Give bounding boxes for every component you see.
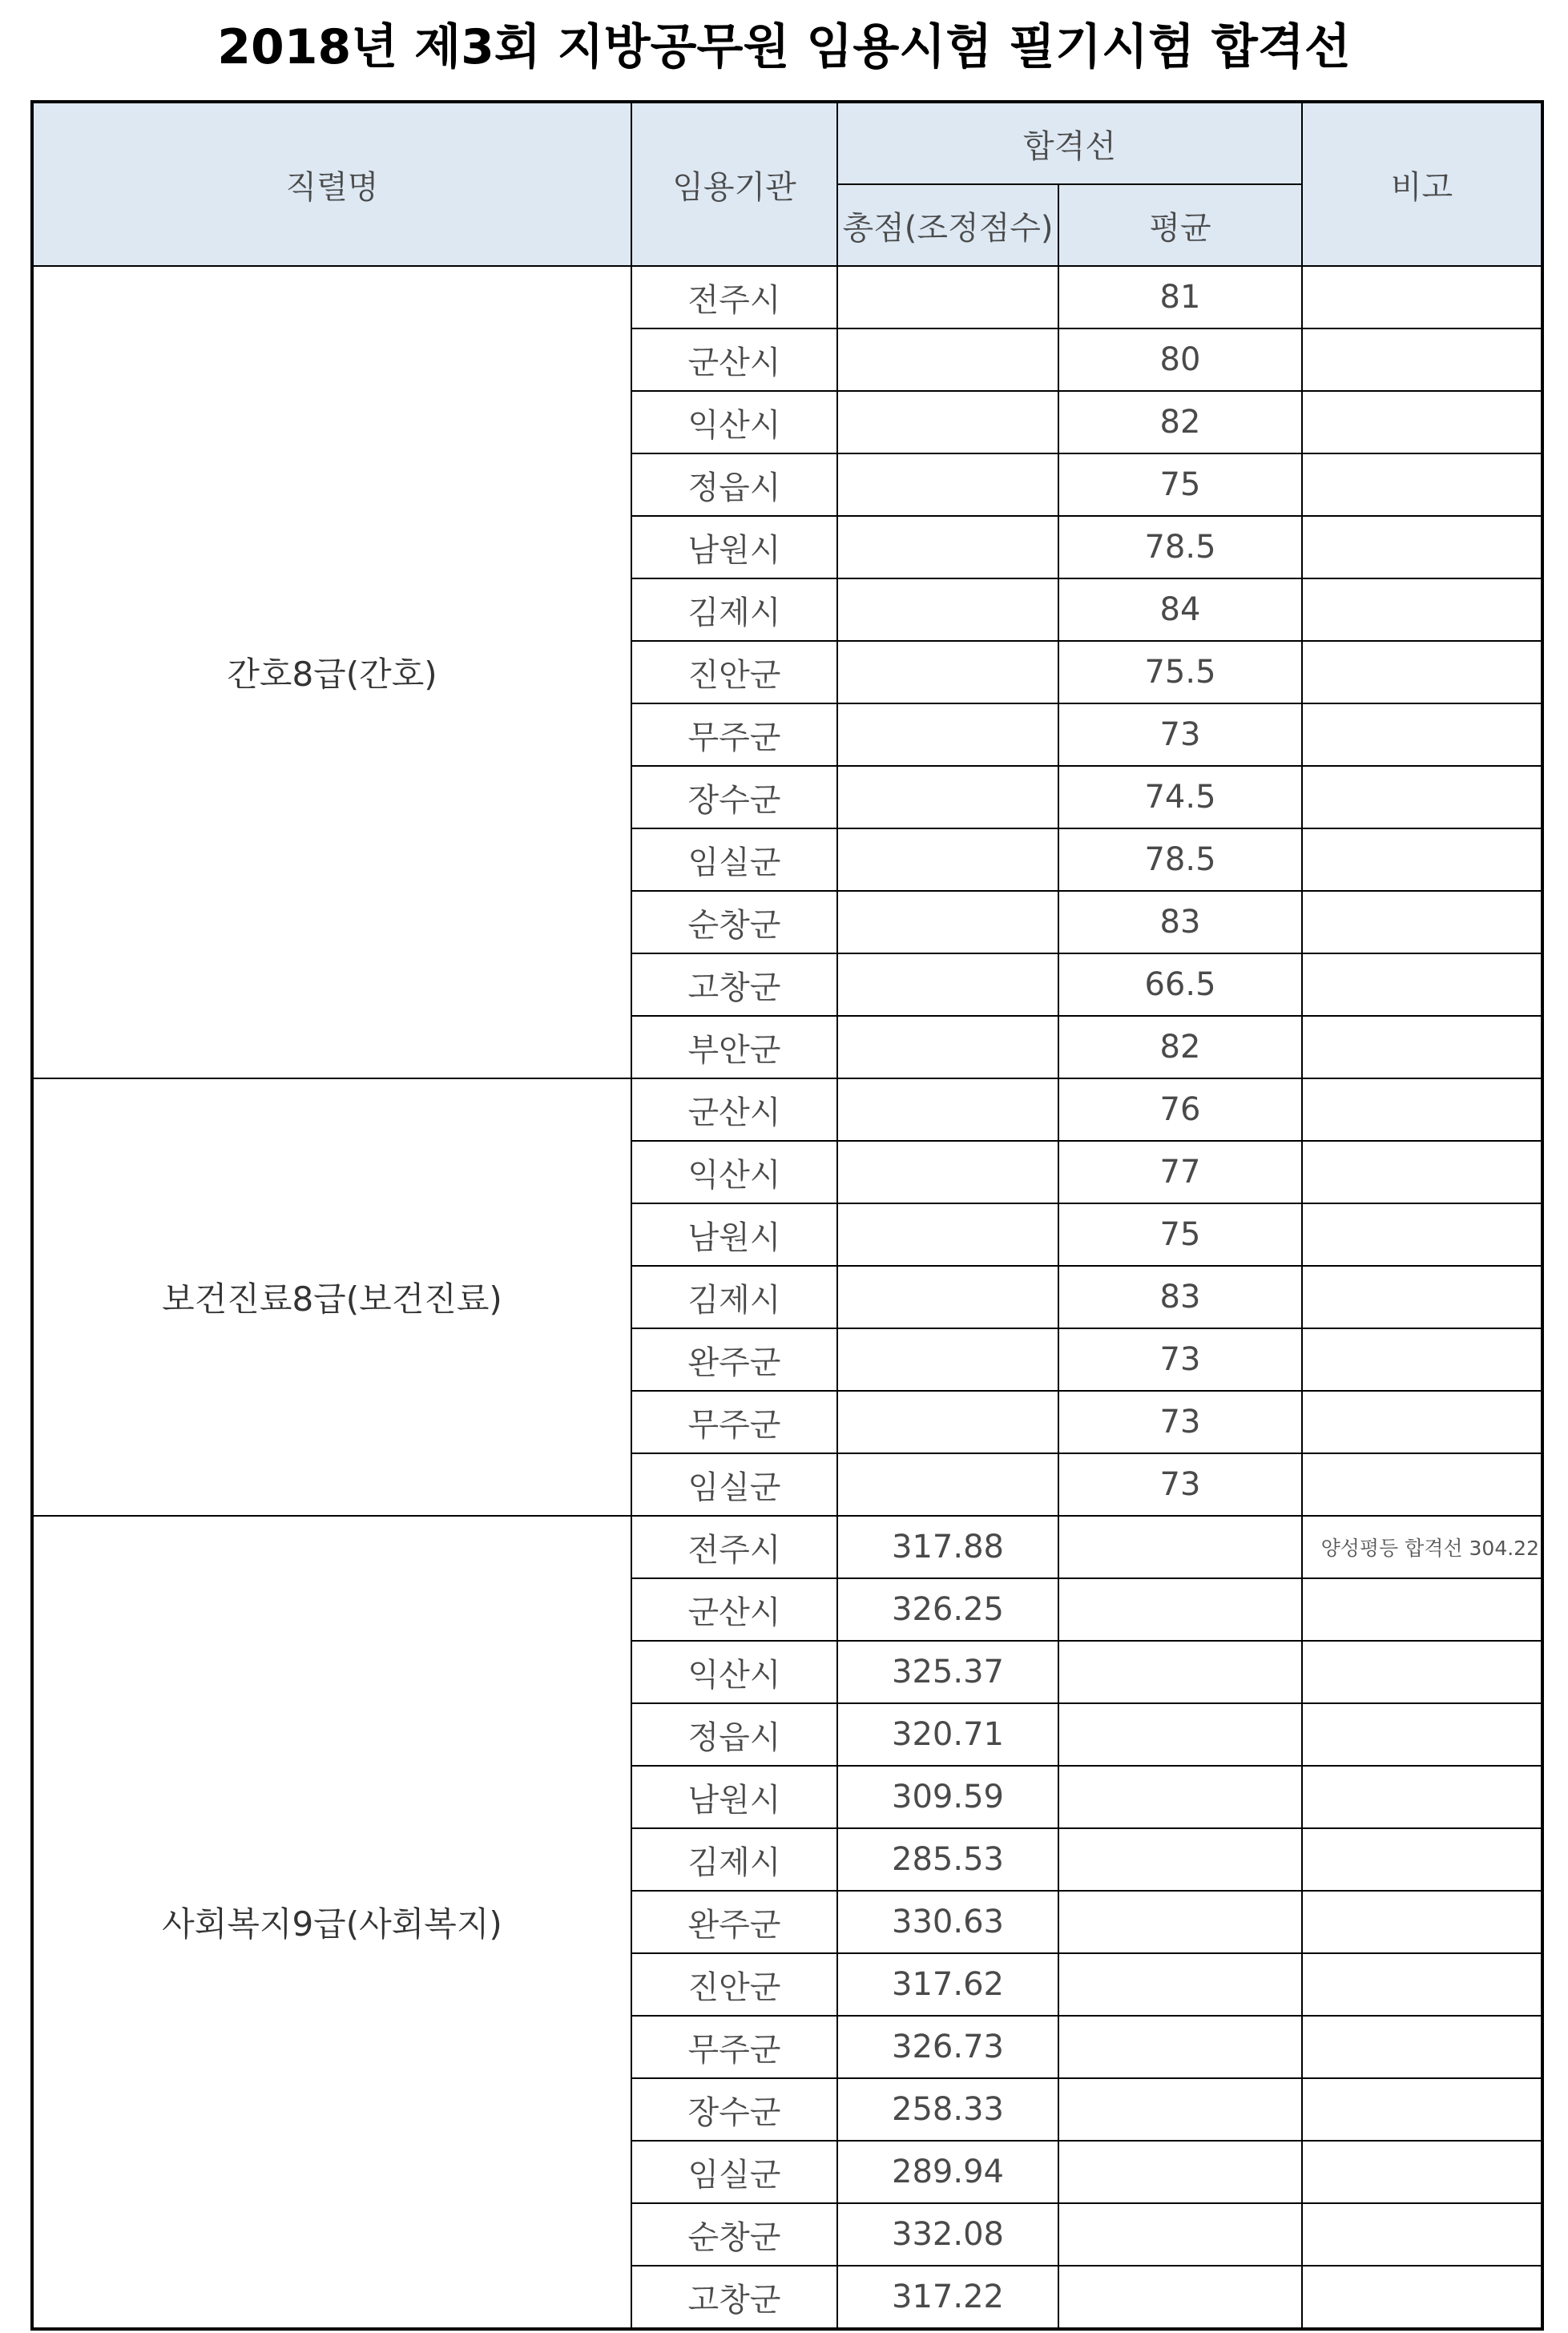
note-cell (1302, 641, 1542, 703)
average-score-cell (1058, 1516, 1302, 1578)
total-score-cell (837, 328, 1058, 391)
agency-cell: 익산시 (631, 1641, 837, 1703)
total-score-cell: 320.71 (837, 1703, 1058, 1766)
average-score-cell (1058, 2266, 1302, 2329)
note-cell: 양성평등 합격선 304.22 (1302, 1516, 1542, 1578)
average-score-cell (1058, 2016, 1302, 2078)
agency-cell: 전주시 (631, 1516, 837, 1578)
average-score-cell: 73 (1058, 1391, 1302, 1453)
agency-cell: 고창군 (631, 2266, 837, 2329)
header-note: 비고 (1302, 102, 1542, 266)
average-score-cell: 77 (1058, 1141, 1302, 1203)
note-cell (1302, 1453, 1542, 1516)
page-title: 2018년 제3회 지방공무원 임용시험 필기시험 합격선 (217, 19, 1351, 75)
agency-cell: 순창군 (631, 891, 837, 953)
agency-cell: 임실군 (631, 828, 837, 891)
header-agency: 임용기관 (631, 102, 837, 266)
total-score-cell (837, 891, 1058, 953)
table-row (32, 1078, 1542, 1141)
note-cell (1302, 891, 1542, 953)
note-cell (1302, 1016, 1542, 1078)
average-score-cell: 81 (1058, 266, 1302, 328)
agency-cell: 진안군 (631, 641, 837, 703)
agency-cell: 남원시 (631, 516, 837, 578)
total-score-cell: 317.62 (837, 1953, 1058, 2016)
agency-cell: 김제시 (631, 1266, 837, 1328)
total-score-cell (837, 516, 1058, 578)
total-score-cell: 325.37 (837, 1641, 1058, 1703)
agency-cell: 군산시 (631, 328, 837, 391)
note-cell (1302, 1828, 1542, 1891)
agency-cell: 군산시 (631, 1078, 837, 1141)
table-body (32, 266, 1542, 2329)
total-score-cell: 326.73 (837, 2016, 1058, 2078)
total-score-cell (837, 1328, 1058, 1391)
agency-cell: 임실군 (631, 2141, 837, 2203)
average-score-cell (1058, 2078, 1302, 2141)
note-cell (1302, 1766, 1542, 1828)
job-title-cell: 사회복지9급(사회복지) (32, 1516, 631, 2329)
note-cell (1302, 1141, 1542, 1203)
note-cell (1302, 1953, 1542, 2016)
total-score-cell: 289.94 (837, 2141, 1058, 2203)
average-score-cell (1058, 1766, 1302, 1828)
note-cell (1302, 2141, 1542, 2203)
agency-cell: 군산시 (631, 1578, 837, 1641)
agency-cell: 완주군 (631, 1328, 837, 1391)
note-cell (1302, 2203, 1542, 2266)
agency-cell: 무주군 (631, 703, 837, 766)
agency-cell: 익산시 (631, 1141, 837, 1203)
job-title-cell: 간호8급(간호) (32, 266, 631, 1078)
note-cell (1302, 1641, 1542, 1703)
note-cell (1302, 1266, 1542, 1328)
agency-cell: 남원시 (631, 1766, 837, 1828)
agency-cell: 무주군 (631, 1391, 837, 1453)
total-score-cell: 309.59 (837, 1766, 1058, 1828)
agency-cell: 고창군 (631, 953, 837, 1016)
note-cell (1302, 766, 1542, 828)
note-cell (1302, 2016, 1542, 2078)
note-cell (1302, 391, 1542, 453)
agency-cell: 장수군 (631, 2078, 837, 2141)
note-cell (1302, 1203, 1542, 1266)
average-score-cell (1058, 1703, 1302, 1766)
average-score-cell: 73 (1058, 1328, 1302, 1391)
agency-cell: 남원시 (631, 1203, 837, 1266)
average-score-cell: 78.5 (1058, 828, 1302, 891)
agency-cell: 김제시 (631, 1828, 837, 1891)
job-title-cell: 보건진료8급(보건진료) (32, 1078, 631, 1516)
total-score-cell (837, 1141, 1058, 1203)
total-score-cell: 317.88 (837, 1516, 1058, 1578)
average-score-cell (1058, 2141, 1302, 2203)
total-score-cell: 285.53 (837, 1828, 1058, 1891)
note-cell (1302, 828, 1542, 891)
total-score-cell (837, 641, 1058, 703)
total-score-cell (837, 1203, 1058, 1266)
note-cell (1302, 1328, 1542, 1391)
total-score-cell (837, 453, 1058, 516)
header-total: 총점(조정점수) (837, 184, 1058, 266)
note-cell (1302, 1391, 1542, 1453)
note-cell (1302, 953, 1542, 1016)
average-score-cell: 75 (1058, 1203, 1302, 1266)
total-score-cell: 332.08 (837, 2203, 1058, 2266)
average-score-cell (1058, 1828, 1302, 1891)
agency-cell: 익산시 (631, 391, 837, 453)
note-cell (1302, 1703, 1542, 1766)
note-cell (1302, 578, 1542, 641)
note-cell (1302, 516, 1542, 578)
agency-cell: 정읍시 (631, 1703, 837, 1766)
average-score-cell: 82 (1058, 391, 1302, 453)
table-row (32, 266, 1542, 328)
average-score-cell: 76 (1058, 1078, 1302, 1141)
average-score-cell: 75 (1058, 453, 1302, 516)
note-cell (1302, 2266, 1542, 2329)
total-score-cell (837, 1453, 1058, 1516)
table-header (32, 102, 1542, 266)
average-score-cell (1058, 1641, 1302, 1703)
total-score-cell (837, 266, 1058, 328)
agency-cell: 전주시 (631, 266, 837, 328)
agency-cell: 정읍시 (631, 453, 837, 516)
total-score-cell (837, 828, 1058, 891)
note-cell (1302, 2078, 1542, 2141)
average-score-cell: 74.5 (1058, 766, 1302, 828)
agency-cell: 부안군 (631, 1016, 837, 1078)
average-score-cell: 78.5 (1058, 516, 1302, 578)
note-cell (1302, 328, 1542, 391)
agency-cell: 순창군 (631, 2203, 837, 2266)
note-cell (1302, 266, 1542, 328)
average-score-cell: 80 (1058, 328, 1302, 391)
agency-cell: 임실군 (631, 1453, 837, 1516)
average-score-cell (1058, 1578, 1302, 1641)
table-row (32, 1516, 1542, 1578)
average-score-cell: 83 (1058, 891, 1302, 953)
average-score-cell: 66.5 (1058, 953, 1302, 1016)
total-score-cell (837, 1391, 1058, 1453)
total-score-cell (837, 391, 1058, 453)
total-score-cell (837, 1266, 1058, 1328)
total-score-cell (837, 578, 1058, 641)
average-score-cell (1058, 2203, 1302, 2266)
total-score-cell (837, 953, 1058, 1016)
header-cutoff: 합격선 (837, 102, 1302, 184)
total-score-cell: 258.33 (837, 2078, 1058, 2141)
header-job: 직렬명 (32, 102, 631, 266)
average-score-cell: 73 (1058, 703, 1302, 766)
total-score-cell: 317.22 (837, 2266, 1058, 2329)
average-score-cell: 75.5 (1058, 641, 1302, 703)
total-score-cell (837, 766, 1058, 828)
average-score-cell: 84 (1058, 578, 1302, 641)
average-score-cell (1058, 1891, 1302, 1953)
note-cell (1302, 453, 1542, 516)
agency-cell: 장수군 (631, 766, 837, 828)
agency-cell: 김제시 (631, 578, 837, 641)
header-average: 평균 (1058, 184, 1302, 266)
agency-cell: 완주군 (631, 1891, 837, 1953)
note-cell (1302, 1578, 1542, 1641)
total-score-cell (837, 703, 1058, 766)
note-cell (1302, 703, 1542, 766)
total-score-cell (837, 1016, 1058, 1078)
total-score-cell: 330.63 (837, 1891, 1058, 1953)
agency-cell: 무주군 (631, 2016, 837, 2078)
average-score-cell: 82 (1058, 1016, 1302, 1078)
total-score-cell (837, 1078, 1058, 1141)
agency-cell: 진안군 (631, 1953, 837, 2016)
note-cell (1302, 1891, 1542, 1953)
cutoff-table (30, 100, 1544, 2331)
average-score-cell: 83 (1058, 1266, 1302, 1328)
note-cell (1302, 1078, 1542, 1141)
average-score-cell: 73 (1058, 1453, 1302, 1516)
average-score-cell (1058, 1953, 1302, 2016)
total-score-cell: 326.25 (837, 1578, 1058, 1641)
